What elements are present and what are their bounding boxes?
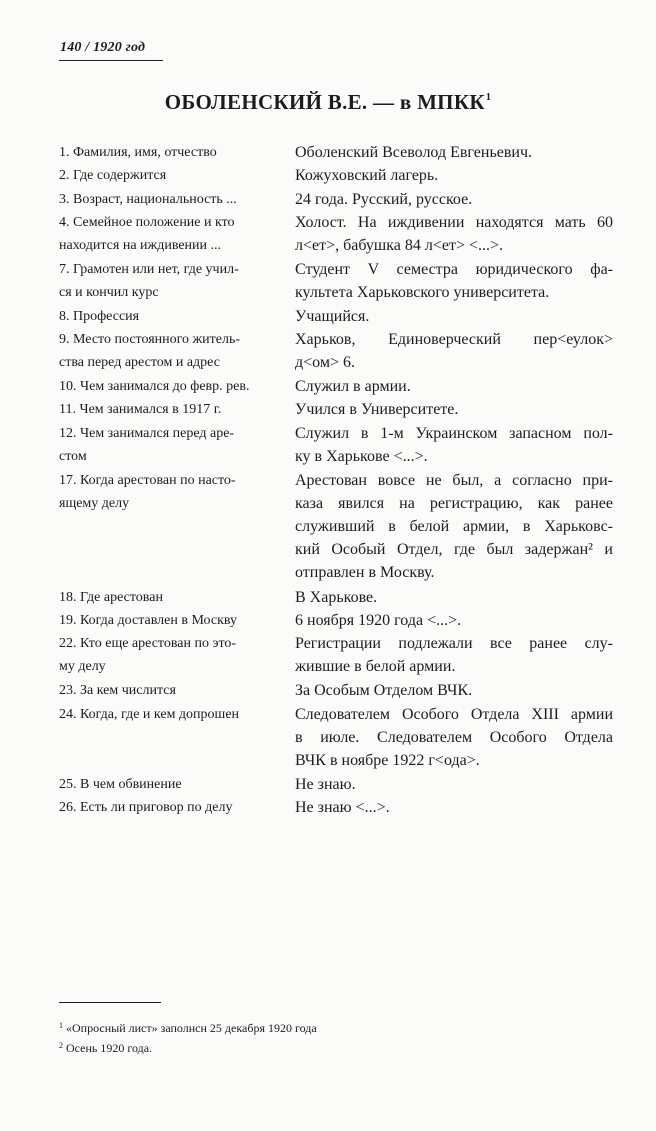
answer-line: д<ом> 6. xyxy=(295,354,356,372)
question-line: 12. Чем занимался перед аре- xyxy=(59,425,235,441)
question-label xyxy=(59,188,281,211)
answer-text xyxy=(295,305,613,328)
question-line: 4. Семейное положение и кто xyxy=(59,215,235,231)
answer-line: кий Особый Отдел, где был задержан² и xyxy=(295,540,613,558)
footnote-rule xyxy=(59,1002,161,1003)
question-label xyxy=(59,469,281,515)
answer-line: 24 года. Русский, русское. xyxy=(295,190,473,208)
running-head-rule xyxy=(59,60,163,61)
answer-line: В Харькове. xyxy=(295,588,378,606)
answer-line: жившие в белой армии. xyxy=(295,658,456,676)
question-label xyxy=(59,141,281,164)
footnote-1-text: «Опросный лист» заполнсн 25 декабря 1920 года xyxy=(66,1021,317,1035)
answer-text xyxy=(295,632,613,678)
question-line: 23. За кем числится xyxy=(59,683,176,699)
answer-line: Служил в армии. xyxy=(295,378,411,395)
question-label xyxy=(59,586,281,609)
answer-text xyxy=(295,586,613,609)
question-label xyxy=(59,703,281,726)
question-label xyxy=(59,211,281,257)
answer-line: Учился в Университете. xyxy=(295,401,459,419)
answer-line: Оболенский Всеволод Евгеньевич. xyxy=(295,144,533,161)
footnote-2-num: 2 xyxy=(59,1041,63,1050)
footnote-2 xyxy=(59,1038,152,1056)
question-line: 3. Возраст, национальность ... xyxy=(59,191,237,207)
answer-line: ВЧК в ноябре 1922 г<ода>. xyxy=(295,751,480,769)
answer-text xyxy=(295,375,613,398)
question-line: 24. Когда, где и кем допрошен xyxy=(59,706,240,722)
answer-text xyxy=(295,796,613,819)
footnote-1 xyxy=(59,1018,317,1036)
answer-text xyxy=(295,328,613,374)
footnote-1-num: 1 xyxy=(59,1021,63,1030)
footnote-2-text: Осень 1920 года. xyxy=(66,1041,153,1055)
answer-line: ку в Харькове <...>. xyxy=(295,447,428,465)
question-line: стом xyxy=(59,448,87,464)
answer-text xyxy=(295,141,613,164)
page-title xyxy=(0,90,656,115)
question-line: 1. Фамилия, имя, отчество xyxy=(59,145,217,160)
title-footnote-ref: 1 xyxy=(485,92,492,103)
answer-text xyxy=(295,469,613,584)
question-line: ся и кончил курс xyxy=(59,285,159,300)
question-line: 22. Кто еще арестован по это- xyxy=(59,636,237,652)
answer-line: отправлен в Москву. xyxy=(295,563,435,581)
question-label xyxy=(59,609,281,632)
answer-text xyxy=(295,773,613,796)
answer-text xyxy=(295,188,613,211)
answer-line: 6 ноября 1920 года <...>. xyxy=(295,612,462,629)
answer-line: Харьков, Единоверческий пер<еулок> xyxy=(295,331,613,349)
answer-text xyxy=(295,211,613,257)
question-line: 9. Место постоянного житель- xyxy=(59,332,241,348)
answer-line: Холост. На иждивении находятся мать 60 xyxy=(295,214,613,232)
answer-text xyxy=(295,609,613,632)
answer-line: Арестован вовсе не был, а согласно при- xyxy=(295,471,613,489)
question-line: 19. Когда доставлен в Москву xyxy=(59,613,238,628)
answer-line: За Особым Отделом ВЧК. xyxy=(295,682,473,700)
answer-line: Служил в 1-м Украинском запасном пол- xyxy=(295,424,613,442)
answer-line: Студент V семестра юридического фа- xyxy=(295,261,613,278)
question-label xyxy=(59,398,281,421)
question-line: 18. Где арестован xyxy=(59,589,163,605)
answer-text xyxy=(295,398,613,421)
question-line: 11. Чем занимался в 1917 г. xyxy=(59,402,222,418)
question-line: 7. Грамотен или нет, где учил- xyxy=(59,262,239,277)
answer-line: служивший в белой армии, в Харьковс- xyxy=(295,517,613,535)
question-label xyxy=(59,375,281,398)
question-line: 10. Чем занимался до февр. рев. xyxy=(59,379,250,394)
answer-line: Не знаю. xyxy=(295,775,356,793)
answer-line: в июле. Следователем Особого Отдела xyxy=(295,728,613,746)
running-head: 140 / 1920 год xyxy=(60,40,146,55)
answer-text xyxy=(295,679,613,702)
answer-text xyxy=(295,703,613,772)
question-label xyxy=(59,632,281,678)
question-line: ящему делу xyxy=(59,495,130,511)
question-line: 25. В чем обвинение xyxy=(59,776,182,792)
question-label xyxy=(59,773,281,796)
answer-line: Следователем Особого Отдела XIII армии xyxy=(295,705,613,723)
page-title-text: ОБОЛЕНСКИЙ В.Е. — в МПКК xyxy=(164,90,485,114)
answer-text xyxy=(295,422,613,468)
answer-line: культета Харьковского университета. xyxy=(295,284,550,301)
question-line: 2. Где содержится xyxy=(59,168,167,184)
question-line: му делу xyxy=(59,659,106,675)
answer-line: л<ет>, бабушка 84 л<ет> <...>. xyxy=(295,237,504,255)
answer-line: каза явился на регистрацию, как ранее xyxy=(295,494,613,512)
answer-line: Учащийся. xyxy=(295,307,370,325)
answer-text xyxy=(295,258,613,304)
answer-text xyxy=(295,164,613,187)
question-label xyxy=(59,305,281,328)
question-label xyxy=(59,328,281,374)
question-label xyxy=(59,422,281,468)
question-label xyxy=(59,258,281,304)
question-line: 8. Профессия xyxy=(59,308,140,324)
question-label xyxy=(59,679,281,702)
question-line: ства перед арестом и адрес xyxy=(59,355,220,371)
question-line: 17. Когда арестован по насто- xyxy=(59,472,236,488)
question-label xyxy=(59,796,281,819)
question-label xyxy=(59,164,281,187)
answer-line: Регистрации подлежали все ранее слу- xyxy=(295,635,613,653)
question-line: 26. Есть ли приговор по делу xyxy=(59,800,233,816)
answer-line: Кожуховский лагерь. xyxy=(295,167,439,185)
answer-line: Не знаю <...>. xyxy=(295,799,390,817)
question-line: находится на иждивении ... xyxy=(59,238,222,254)
